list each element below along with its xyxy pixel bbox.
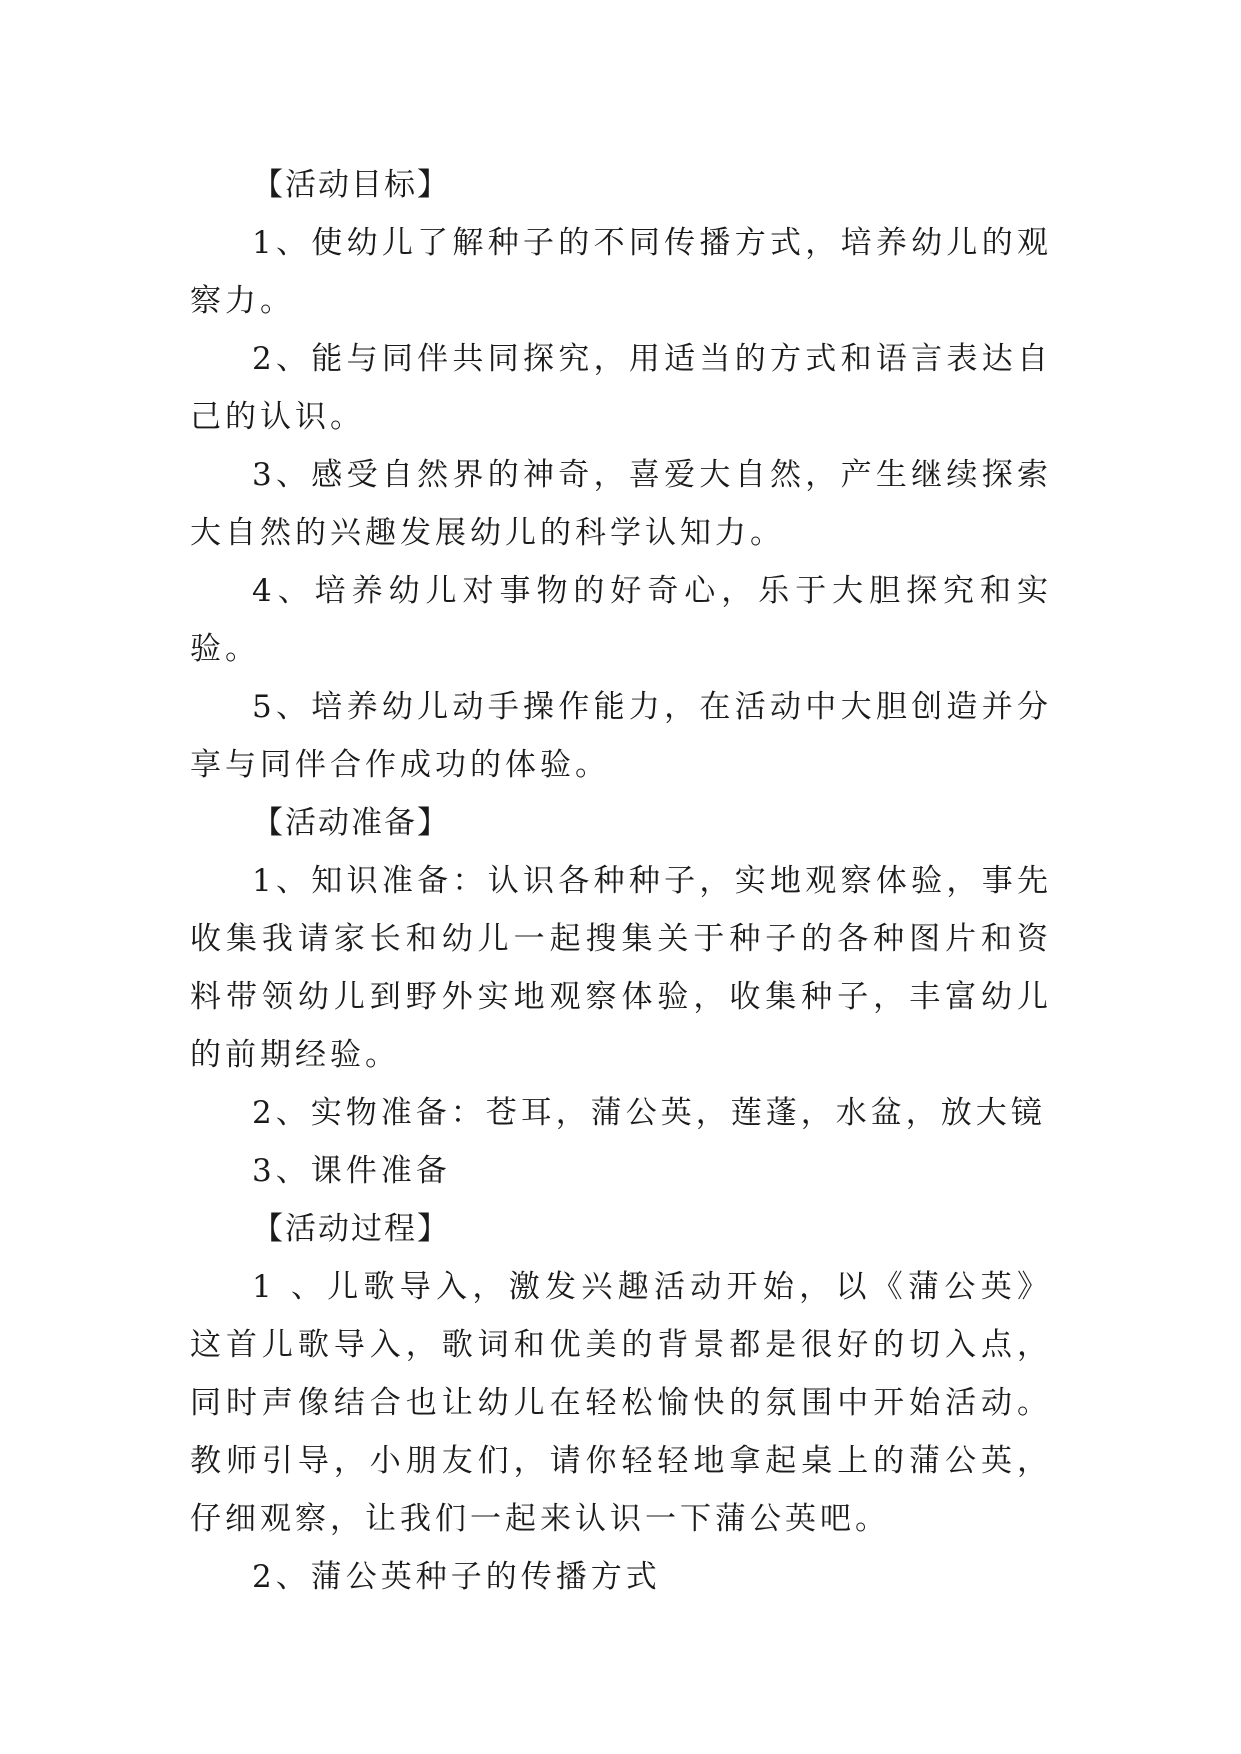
- process-item-1: 1 、儿歌导入，激发兴趣活动开始，以《蒲公英》这首儿歌导入，歌词和优美的背景都是很好的切入点，同时声像结合也让幼儿在轻松愉快的氛围中开始活动。教师引导，小朋友们，请你轻轻地拿起桌上的蒲公英，仔细观察，让我们一起来认识一下蒲公英吧。: [190, 1269, 1052, 1537]
- section-heading-goals: 【活动目标】: [252, 167, 450, 203]
- document-body: [190, 156, 1052, 1606]
- goal-item-2: 2、能与同伴共同探究，用适当的方式和语言表达自己的认识。: [190, 341, 1052, 435]
- section-heading-process: 【活动过程】: [252, 1211, 450, 1247]
- preparation-item-2: 2、实物准备：苍耳，蒲公英，莲蓬，水盆，放大镜: [252, 1095, 1046, 1131]
- goal-item-3: 3、感受自然界的神奇，喜爱大自然，产生继续探索大自然的兴趣发展幼儿的科学认知力。: [190, 457, 1052, 551]
- goal-item-5: 5、培养幼儿动手操作能力，在活动中大胆创造并分享与同伴合作成功的体验。: [190, 689, 1052, 783]
- process-item-2: 2、蒲公英种子的传播方式: [252, 1559, 661, 1595]
- preparation-item-3: 3、课件准备: [252, 1153, 451, 1189]
- preparation-item-1: 1、知识准备：认识各种种子，实地观察体验，事先收集我请家长和幼儿一起搜集关于种子的各种图片和资料带领幼儿到野外实地观察体验，收集种子，丰富幼儿的前期经验。: [190, 863, 1052, 1073]
- goal-item-4: 4、培养幼儿对事物的好奇心，乐于大胆探究和实验。: [190, 573, 1052, 667]
- goal-item-1: 1、使幼儿了解种子的不同传播方式，培养幼儿的观察力。: [190, 225, 1052, 319]
- section-heading-preparation: 【活动准备】: [252, 805, 450, 841]
